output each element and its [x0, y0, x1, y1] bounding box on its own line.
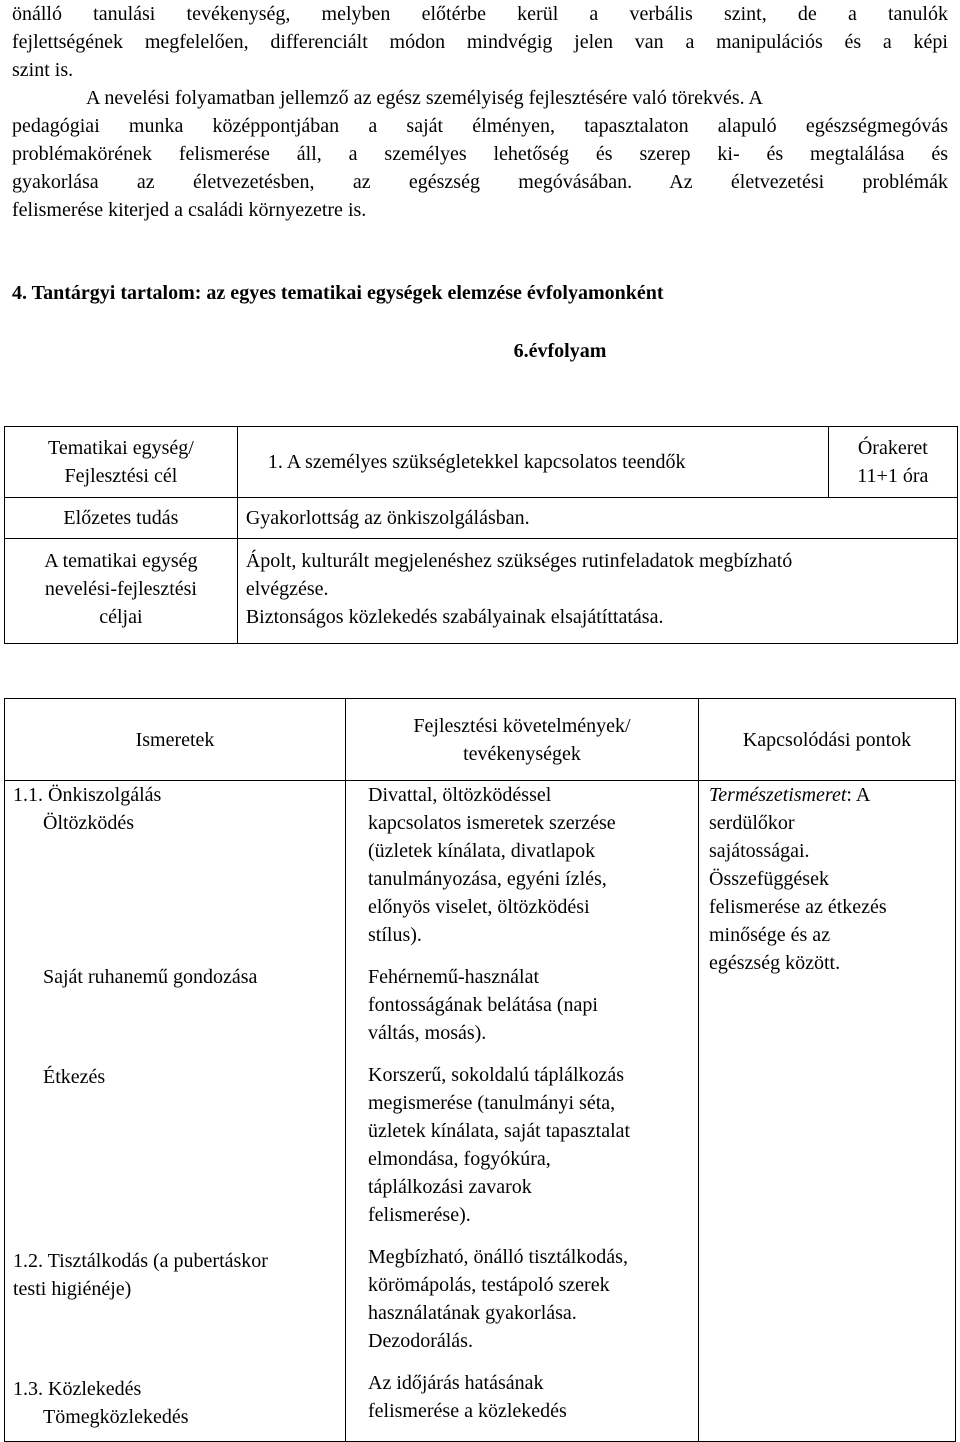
requirement-line: kapcsolatos ismeretek szerzése: [368, 812, 616, 834]
goals-label: A tematikai egység: [44, 550, 198, 572]
goals-text: elvégzése.: [245, 578, 329, 600]
requirement-line: üzletek kínálata, saját tapasztalat: [368, 1120, 631, 1142]
requirement-line: megismerése (tanulmányi séta,: [368, 1092, 616, 1114]
intro-line: pedagógiai munka középpontjában a saját élményen, tapasztalaton alapuló egészségmegóvás: [12, 115, 948, 137]
header-requirements-text: tevékenységek: [463, 742, 581, 765]
content-table: [4, 698, 956, 1442]
connections-line: Összefüggések: [709, 868, 829, 890]
unit-label-cell: [5, 427, 238, 498]
requirement-line: Fehérnemű-használat: [368, 966, 540, 988]
connections-cell: [699, 781, 956, 1442]
requirement-line: váltás, mosás).: [368, 1022, 487, 1044]
requirement-line: (üzletek kínálata, divatlapok: [368, 840, 596, 862]
requirements-list: [368, 781, 698, 1425]
requirement-line: Dezodorálás.: [368, 1330, 473, 1352]
connections-line: egészség között.: [709, 952, 841, 974]
requirement-line: előnyös viselet, öltözködési: [368, 896, 590, 918]
prior-text-cell: [237, 498, 957, 539]
intro-line: szint is.: [12, 59, 74, 81]
requirement-line: elmondása, fogyókúra,: [368, 1148, 551, 1170]
requirement-gap: [368, 1355, 698, 1369]
knowledge-item: Étkezés: [43, 1066, 106, 1088]
hours-cell: [828, 427, 957, 498]
unit-title-cell: [237, 427, 828, 498]
requirement-line: Megbízható, önálló tisztálkodás,: [368, 1246, 628, 1268]
goals-label: nevelési-fejlesztési: [44, 578, 197, 600]
knowledge-item: Tömegközlekedés: [43, 1406, 189, 1428]
connections-line: sajátosságai.: [709, 840, 810, 862]
requirement-line: Korszerű, sokoldalú táplálkozás: [368, 1064, 625, 1086]
knowledge-item: 1.3. Közlekedés: [13, 1378, 142, 1400]
knowledge-item: 1.2. Tisztálkodás (a pubertáskor: [13, 1250, 268, 1272]
header-requirements-text: Fejlesztési követelmények/: [413, 714, 631, 737]
knowledge-item: 1.1. Önkiszolgálás: [13, 784, 162, 806]
goals-text: Biztonságos közlekedés szabályainak elsajátíttatása.: [245, 606, 664, 628]
requirements-cell: [346, 781, 699, 1442]
prior-label: Előzetes tudás: [63, 507, 179, 529]
connections-line: serdülőkor: [709, 812, 795, 834]
requirement-line: használatának gyakorlása.: [368, 1302, 577, 1324]
intro-line: gyakorlása az életvezetésben, az egészség megóvásában. Az életvezetési problémák: [12, 171, 948, 193]
intro-line: fejlettségének megfelelően, differenciált módon mindvégig jelen van a manipulációs és a képi: [12, 31, 948, 53]
requirement-line: táplálkozási zavarok: [368, 1176, 532, 1198]
connections-line: minősége és az: [709, 924, 831, 946]
unit-label: Fejlesztési cél: [64, 465, 178, 487]
requirement-line: felismerése).: [368, 1204, 471, 1226]
connections-list: [709, 809, 955, 977]
knowledge-item: testi higiénéje): [13, 1278, 132, 1300]
requirement-line: Az időjárás hatásának: [368, 1372, 544, 1394]
connections-subject: Természetismeret: [709, 784, 847, 806]
hours-label: Órakeret: [857, 437, 928, 459]
unit-label: Tematikai egység/: [48, 437, 194, 459]
goals-label-cell: [5, 539, 238, 644]
requirement-line: felismerése a közlekedés: [368, 1400, 567, 1422]
header-connections: [699, 699, 956, 781]
goals-label: céljai: [99, 606, 143, 628]
unit-title: 1. A személyes szükségletekkel kapcsolatos teendők: [267, 451, 686, 473]
requirement-line: tanulmányozása, egyéni ízlés,: [368, 868, 607, 890]
requirement-line: stílus).: [368, 924, 422, 946]
knowledge-item: Saját ruhanemű gondozása: [43, 966, 258, 988]
intro-line: önálló tanulási tevékenység, melyben előtérbe kerül a verbális szint, de a tanulók: [12, 3, 948, 25]
intro-line: felismerése kiterjed a családi környezetre is.: [12, 199, 367, 221]
hours-value: 11+1 óra: [857, 465, 929, 487]
requirement-gap: [368, 1229, 698, 1243]
requirement-gap: [368, 1047, 698, 1061]
header-requirements: [346, 699, 699, 781]
connections-rest: : A: [846, 784, 871, 806]
header-knowledge: [5, 699, 346, 781]
connections-line: felismerése az étkezés: [709, 896, 887, 918]
prior-label-cell: [5, 498, 238, 539]
intro-line: A nevelési folyamatban jellemző az egész személyiség fejlesztésére való törekvés. A: [86, 87, 763, 109]
header-knowledge-text: Ismeretek: [135, 728, 215, 751]
section-heading: 4. Tantárgyi tartalom: az egyes tematikai egységek elemzése évfolyamonként: [12, 282, 664, 304]
knowledge-cell: [5, 781, 346, 1442]
knowledge-item: Öltözködés: [43, 812, 135, 834]
requirement-line: Divattal, öltözködéssel: [368, 784, 552, 806]
requirement-line: fontosságának belátása (napi: [368, 994, 598, 1016]
header-connections-text: Kapcsolódási pontok: [742, 728, 912, 751]
requirement-line: körömápolás, testápoló szerek: [368, 1274, 610, 1296]
requirement-gap: [368, 949, 698, 963]
goals-text: Ápolt, kulturált megjelenéshez szükséges rutinfeladatok megbízható: [245, 550, 793, 572]
goals-text-cell: [237, 539, 957, 644]
prior-text: Gyakorlottság az önkiszolgálásban.: [245, 507, 530, 529]
intro-line: problémakörének felismerése áll, a személyes lehetőség és szerep ki- és megtalálása és: [12, 143, 948, 165]
unit-table: [4, 426, 958, 644]
intro-paragraph: [12, 0, 948, 224]
connections-line: [709, 781, 955, 809]
grade-label: 6.évfolyam: [513, 340, 607, 362]
